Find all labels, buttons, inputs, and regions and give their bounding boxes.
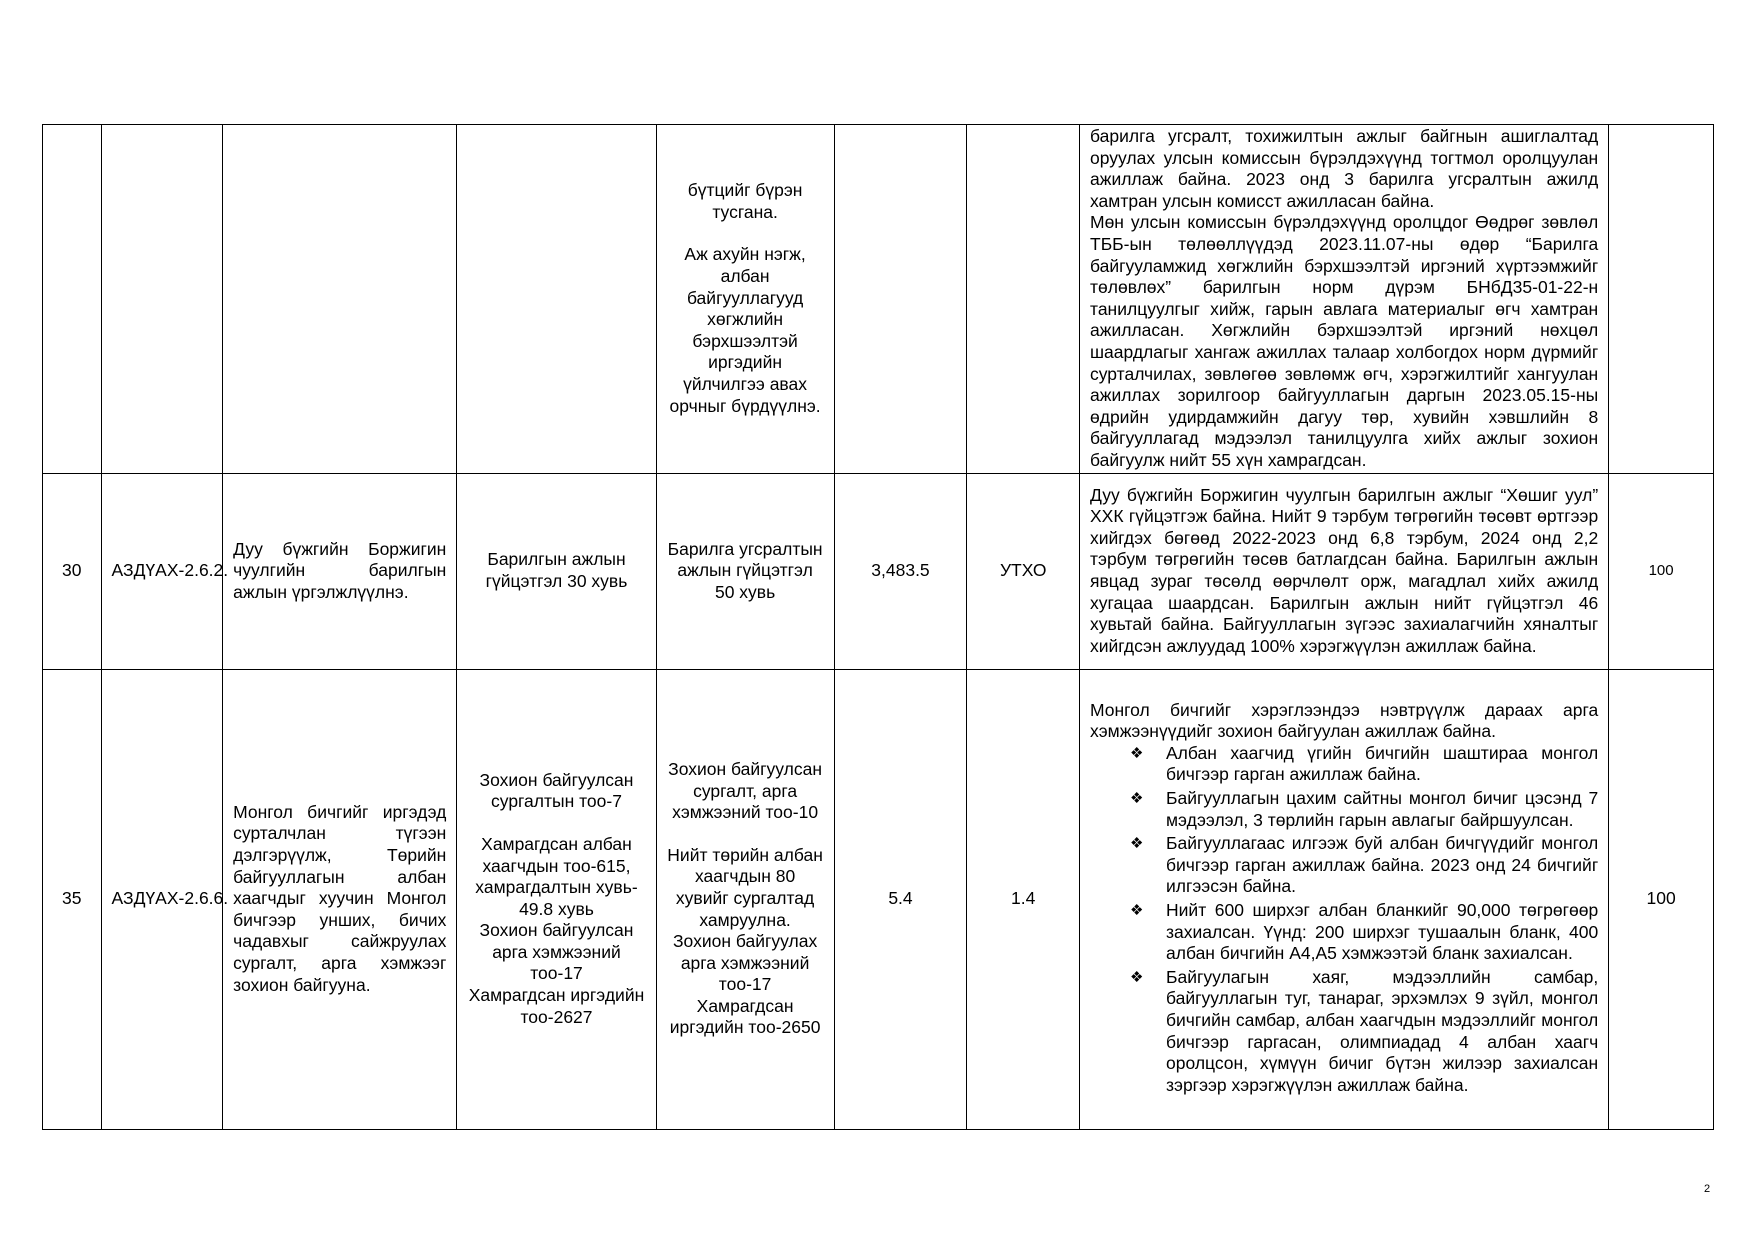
- indicator-cell: [457, 125, 656, 474]
- progress-cell: Дуу бүжгийн Боржигин чуулгын барилгын ажлыг “Хөшиг уул” ХХК гүйцэтгэж байна. Нийт 9 тэрбум төгрөгийн төсөвт өртгээр хийгдэх бөгөөд 2022-2023 онд 6,8 тэрбум, 2024 онд 2,2 тэрбум төгрөгийн төсөв батлагдсан байна. Барилгын ажлын явцад зураг төсөлд өөрчлөлт орж, магадлал хийх ажилд хугацаа шаардсан. Барилгын ажлын нийт гүйцэтгэл 46 хувьтай байна. Байгууллагын зүгээс захиалагчийн хяналтыг хийгдсэн ажлуудад 100% хэрэгжүүлэн ажиллаж байна.: [1080, 473, 1609, 669]
- target-line: Зохион байгуулах арга хэмжээний тоо-17: [672, 931, 818, 995]
- four-diamond-bullet-icon: ❖: [1130, 902, 1144, 919]
- progress-intro: Монгол бичгийг хэрэглээндээ нэвтрүүлж дараах арга хэмжээнүүдийг зохион байгуулан ажиллаж байна.: [1090, 699, 1599, 742]
- source-cell: 1.4: [967, 669, 1080, 1129]
- list-item: [1130, 900, 1598, 965]
- target-line: Зохион байгуулсан сургалт, арга хэмжээний тоо-10: [668, 758, 823, 823]
- four-diamond-bullet-icon: ❖: [1130, 744, 1144, 762]
- score-cell: [1609, 125, 1714, 474]
- source-cell: [967, 125, 1080, 474]
- target-cell: Барилга угсралтын ажлын гүйцэтгэл 50 хувь: [656, 473, 834, 669]
- indicator-line: Зохион байгуулсан сургалтын тоо-7: [479, 769, 634, 812]
- indicator-line: Хамрагдсан иргэдийн тоо-2627: [468, 985, 645, 1027]
- progress-paragraph: Мөн улсын комиссын бүрэлдэхүүнд оролцдог Өөдрөг зөвлөл ТББ-ын төлөөллүүдэд 2023.11.07-ны өдөр “Барилга байгууламжид хөгжлийн бэрхшээлтэй иргэний хүртээмжийг төлөвлөх” барилгын норм дүрэм БНбД35-01-22-н танилцуулгыг хийж, гарын авлага материалыг өгч хамтран ажилласан. Хөгжлийн бэрхшээлтэй иргэний нөхцөл шаардлагыг хангаж ажиллах талаар холбогдох норм дүрмийг сурталчилах, зөвлөгөө зөвлөмж өгч, хэрэгжилтийг хангуулан ажиллах зорилгоор байгууллагын даргын 2023.05.15-ны өдрийн удирдамжийн дагуу төр, хувийн хэвшлийн 8 байгууллагад мэдээлэл танилцуулга хийх ажлыг зохион байгуулж нийт 55 хүн хамрагдсан.: [1090, 212, 1599, 470]
- target-line: бүтцийг бүрэн тусгана.: [687, 180, 803, 222]
- list-item-text: Байгууллагын цахим сайтны монгол бичиг цэсэнд 7 мэдээлэл, 3 төрлийн гарын авлагыг байршуулсан.: [1166, 788, 1599, 830]
- list-item: [1130, 788, 1598, 831]
- score-cell: 100: [1609, 669, 1714, 1129]
- row-number: 35: [43, 669, 102, 1129]
- list-item: [1130, 743, 1598, 786]
- source-cell: УТХО: [967, 473, 1080, 669]
- task-code: [101, 125, 223, 474]
- progress-cell: [1080, 669, 1609, 1129]
- target-cell: [656, 125, 834, 474]
- report-table: [42, 124, 1714, 1130]
- indicator-cell: Барилгын ажлын гүйцэтгэл 30 хувь: [457, 473, 656, 669]
- row-number: 30: [43, 473, 102, 669]
- indicator-line: Хамрагдсан албан хаагчдын тоо-615, хамрагдалтын хувь-: [475, 833, 638, 898]
- indicator-line: 49.8 хувь: [519, 898, 594, 919]
- four-diamond-bullet-icon: ❖: [1130, 790, 1144, 808]
- budget-cell: 5.4: [834, 669, 967, 1129]
- list-item-text: Байгууллагаас илгээж буй албан бичгүүдийг монгол бичгээр гарган ажиллаж байна. 2023 онд 24 бичгийг илгээсэн байна.: [1166, 833, 1599, 897]
- row-number: [43, 125, 102, 474]
- four-diamond-bullet-icon: ❖: [1130, 968, 1144, 986]
- list-item: [1130, 833, 1598, 898]
- table-row: [43, 669, 1714, 1129]
- indicator-line: Зохион байгуулсан арга хэмжээний тоо-17: [479, 920, 634, 984]
- target-line: Хамрагдсан иргэдийн тоо-2650: [669, 995, 821, 1038]
- four-diamond-bullet-icon: ❖: [1130, 835, 1144, 853]
- task-code: АЗДҮАХ-2.6.2.: [101, 473, 223, 669]
- list-item-text: Байгуулагын хаяг, мэдээллийн самбар, байгууллагын туг, танараг, эрхэмлэх 9 зүйл, монгол бичгийн самбар, албан хаагчдын мэдээллийг монгол бичгээр гаргасан, олимпиадад 4 албан хаагч оролцсон, хүмүүн бичиг бүтэн жилээр захиалсан зэргээр хэрэгжүүлэн ажиллаж байна.: [1166, 966, 1599, 1095]
- target-cell: [656, 669, 834, 1129]
- progress-paragraph: барилга угсралт, тохижилтын ажлыг байгнын ашиглалтад оруулах улсын комиссын бүрэлдэхүүнд тогтмол оролцуулан ажиллаж байна. 2023 онд 3 барилга угсралтын ажилд хамтран улсын комисст ажилласан байна.: [1090, 126, 1599, 211]
- list-item-text: Нийт 600 ширхэг албан бланкийг 90,000 төгрөгөөр захиалсан. Үүнд: 200 ширхэг тушаалын бланк, 400 албан бичгийн А4,А5 хэмжээтэй бланк захиалсан.: [1166, 900, 1599, 964]
- page-number: 2: [1704, 1183, 1711, 1195]
- table-row: [43, 125, 1714, 474]
- target-line: Аж ахуйн нэгж, албан байгууллагууд хөгжлийн бэрхшээлтэй иргэдийн үйлчилгээ авах орчныг бүрдүүлнэ.: [669, 244, 821, 416]
- task-code: АЗДҮАХ-2.6.6.: [101, 669, 223, 1129]
- budget-cell: 3,483.5: [834, 473, 967, 669]
- list-item-text: Албан хаагчид үгийн бичгийн шаштираа монгол бичгээр гарган ажиллаж байна.: [1166, 742, 1599, 785]
- budget-cell: [834, 125, 967, 474]
- task-text: Дуу бүжгийн Боржигин чуулгийн барилгын ажлын үргэлжлүүлнэ.: [223, 473, 457, 669]
- progress-cell: [1080, 125, 1609, 474]
- task-text: Монгол бичгийг иргэдэд сурталчлан түгээн дэлгэрүүлж, Төрийн байгууллагын албан хаагчдыг хуучин Монгол бичгээр унших, бичих чадавхыг сайжруулах сургалт, арга хэмжээг зохион байгууна.: [223, 669, 457, 1129]
- score-cell: 100: [1609, 473, 1714, 669]
- list-item: [1130, 967, 1598, 1097]
- progress-list: [1090, 743, 1598, 1097]
- task-text: [223, 125, 457, 474]
- table-row: [43, 473, 1714, 669]
- indicator-cell: [457, 669, 656, 1129]
- target-line: Нийт төрийн албан хаагчдын 80 хувийг сургалтад хамруулна.: [667, 844, 823, 930]
